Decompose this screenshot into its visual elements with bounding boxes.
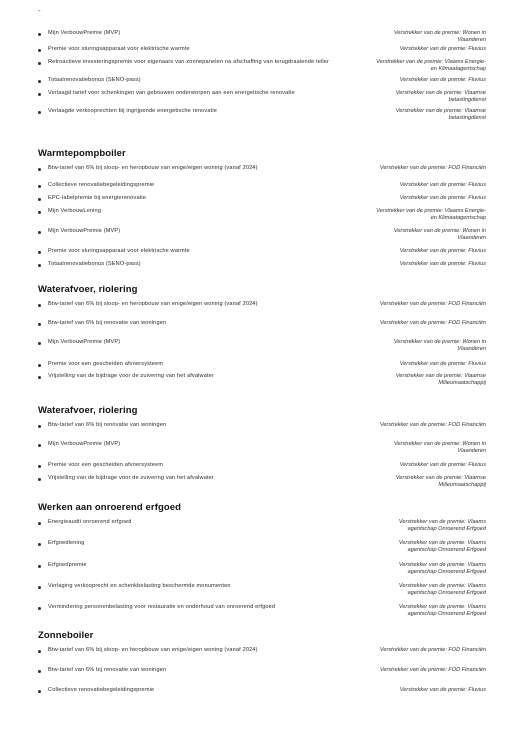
- item-name: Collectieve renovatiebegeleidingspremie: [48, 687, 155, 693]
- item-name: Mijn VerbouwPremie (MVP): [48, 339, 121, 345]
- item-name: Mijn VerbouwLening: [48, 208, 102, 214]
- list-item: [38, 647, 486, 667]
- item-name: Verlaagde verkooprechten bij ingrijpende energetische renovatie: [48, 108, 217, 114]
- section-continued: [38, 30, 486, 124]
- list-item: [38, 195, 486, 208]
- item-name: Retroactieve investeringspremie voor eigenaars van zonnepanelen na afschaffing van terugdraaiende teller: [48, 59, 330, 65]
- bullet: [38, 444, 41, 447]
- list-item: [38, 562, 486, 583]
- list-item: [38, 46, 486, 59]
- list-item: [38, 361, 486, 373]
- item-provider: Verstrekker van de premie: Fluvius: [399, 261, 486, 267]
- section-title: Warmtepompboiler: [38, 148, 126, 159]
- section-waterafvoer-2: [38, 405, 486, 491]
- item-name: Totaalrenovatiebonus (SENO-pass): [48, 77, 141, 83]
- item-name: Energieaudit onroerend erfgoed: [48, 519, 132, 525]
- item-name: Erfgoedpremie: [48, 562, 87, 568]
- premium-list: [38, 301, 486, 389]
- bullet: [38, 323, 41, 326]
- item-provider: Verstrekker van de premie: Vlaams Energie- en Klimaatagentschap: [376, 208, 486, 221]
- bullet: [38, 80, 41, 83]
- item-provider: Verstrekker van de premie: Vlaams agentschap Onroerend Erfgoed: [398, 562, 486, 575]
- item-name: Vrijstelling van de bijdrage voor de zuivering van het afvalwater: [48, 475, 214, 481]
- item-name: Premie voor sturingsapparaat voor elektrische warmte: [48, 248, 190, 254]
- item-provider: Verstrekker van de premie: Fluvius: [399, 77, 486, 83]
- item-name: Erfgoedlening: [48, 540, 85, 546]
- bullet: [38, 690, 41, 693]
- item-name: Btw-tarief van 6% bij sloop- en heropbouw van enige/eigen woning (vanaf 2024): [48, 301, 258, 307]
- list-item: [38, 90, 486, 108]
- list-item: [38, 604, 486, 622]
- bullet: [38, 342, 41, 345]
- item-provider: Verstrekker van de premie: Wonen in Vlaanderen: [393, 339, 486, 352]
- list-item: [38, 422, 486, 441]
- item-name: Btw-tarief van 6% bij renovatie van woningen: [48, 320, 167, 326]
- bullet: [38, 304, 41, 307]
- bullet: [38, 33, 41, 36]
- bullet: [38, 650, 41, 653]
- list-item: [38, 208, 486, 228]
- item-provider: Verstrekker van de premie: Vlaamse Milieumaatschappij: [395, 373, 486, 386]
- list-item: [38, 687, 486, 701]
- bullet: [38, 465, 41, 468]
- list-item: [38, 339, 486, 361]
- bullet: [38, 522, 41, 525]
- bullet: [38, 231, 41, 234]
- item-provider: Verstrekker van de premie: Vlaams Energie- en Klimaatagentschap: [376, 59, 486, 72]
- item-provider: Verstrekker van de premie: Fluvius: [399, 46, 486, 52]
- item-name: Btw-tarief van 6% bij sloop- en heropbouw van enige/eigen woning (vanaf 2024): [48, 165, 258, 171]
- item-name: Verlaging verkooprecht en schenkbelasting beschermde monumenten: [48, 583, 231, 589]
- item-name: Vermindering personenbelasting voor restauratie en onderhoud van onroerend erfgoed: [48, 604, 276, 610]
- item-name: Premie voor sturingsapparaat voor elektrische warmte: [48, 46, 190, 52]
- bullet: [38, 478, 41, 481]
- item-name: Vrijstelling van de bijdrage voor de zuivering van het afvalwater: [48, 373, 214, 379]
- bullet: [38, 93, 41, 96]
- bullet: [38, 49, 41, 52]
- list-item: [38, 373, 486, 389]
- item-provider: Verstrekker van de premie: FOD Financiën: [379, 301, 486, 307]
- premium-list: [38, 647, 486, 701]
- item-name: Btw-tarief van 6% bij sloop- en heropbouw van enige/eigen woning (vanaf 2024): [48, 647, 258, 653]
- item-provider: Verstrekker van de premie: Vlaams agentschap Onroerend Erfgoed: [398, 540, 486, 553]
- section-zonneboiler: [38, 630, 486, 701]
- item-provider: Verstrekker van de premie: Vlaams agentschap Onroerend Erfgoed: [398, 604, 486, 617]
- list-item: [38, 77, 486, 90]
- item-name: Mijn VerbouwPremie (MVP): [48, 228, 121, 234]
- item-name: Premie voor een gescheiden afvoersysteem: [48, 361, 164, 367]
- item-provider: Verstrekker van de premie: Fluvius: [399, 687, 486, 693]
- list-item: [38, 301, 486, 320]
- bullet: [38, 565, 41, 568]
- list-item: [38, 540, 486, 562]
- item-provider: Verstrekker van de premie: Vlaamse belastingdienst: [395, 108, 486, 121]
- item-name: Verlaagd tarief voor schenkingen van gebouwen onderworpen aan een energetische renovatie: [48, 90, 295, 96]
- item-name: Premie voor een gescheiden afvoersysteem: [48, 462, 164, 468]
- item-name: Mijn VerbouwPremie (MVP): [48, 30, 121, 36]
- bullet: [38, 211, 41, 214]
- bullet: [38, 168, 41, 171]
- bullet: [38, 425, 41, 428]
- premium-list: [38, 519, 486, 622]
- list-item: [38, 108, 486, 124]
- premium-list: [38, 30, 486, 124]
- list-item: [38, 441, 486, 462]
- item-provider: Verstrekker van de premie: Fluvius: [399, 248, 486, 254]
- bullet: [38, 251, 41, 254]
- list-item: [38, 228, 486, 248]
- bullet: [38, 111, 41, 114]
- item-provider: Verstrekker van de premie: Vlaamse belastingdienst: [395, 90, 486, 103]
- section-title: Waterafvoer, riolering: [38, 284, 138, 295]
- item-provider: Verstrekker van de premie: Fluvius: [399, 195, 486, 201]
- item-name: Btw-tarief van 6% bij renovatie van woningen: [48, 667, 167, 673]
- section-title: Werken aan onroerend erfgoed: [38, 502, 182, 513]
- item-provider: Verstrekker van de premie: FOD Financiën: [379, 647, 486, 653]
- list-item: [38, 59, 486, 77]
- item-name: Collectieve renovatiebegeleidingspremie: [48, 182, 155, 188]
- item-name: Totaalrenovatiebonus (SENO-pass): [48, 261, 141, 267]
- item-provider: Verstrekker van de premie: Wonen in Vlaanderen: [393, 30, 486, 43]
- bullet: [38, 607, 41, 610]
- item-name: Mijn VerbouwPremie (MVP): [48, 441, 121, 447]
- list-item: [38, 583, 486, 604]
- list-item: [38, 320, 486, 339]
- item-provider: Verstrekker van de premie: FOD Financiën: [379, 320, 486, 326]
- item-name: Btw-tarief van 6% bij renovatie van woningen: [48, 422, 167, 428]
- list-item: [38, 30, 486, 46]
- list-item: [38, 165, 486, 182]
- list-item: [38, 475, 486, 491]
- header-mark: -: [38, 6, 41, 15]
- premium-list: [38, 422, 486, 491]
- section-waterafvoer-1: [38, 284, 486, 389]
- item-provider: Verstrekker van de premie: Vlaamse Milieumaatschappij: [395, 475, 486, 488]
- list-item: [38, 261, 486, 274]
- bullet: [38, 62, 41, 65]
- item-name: EPC-labelpremie bij energierenovatie: [48, 195, 147, 201]
- list-item: [38, 462, 486, 475]
- item-provider: Verstrekker van de premie: Fluvius: [399, 361, 486, 367]
- item-provider: Verstrekker van de premie: FOD Financiën: [379, 165, 486, 171]
- list-item: [38, 182, 486, 195]
- item-provider: Verstrekker van de premie: Wonen in Vlaanderen: [393, 441, 486, 454]
- section-title: Waterafvoer, riolering: [38, 405, 138, 416]
- bullet: [38, 364, 41, 367]
- section-title: Zonneboiler: [38, 630, 94, 641]
- list-item: [38, 519, 486, 540]
- bullet: [38, 586, 41, 589]
- bullet: [38, 670, 41, 673]
- list-item: [38, 667, 486, 687]
- section-onroerend-erfgoed: [38, 502, 486, 622]
- item-provider: Verstrekker van de premie: FOD Financiën: [379, 422, 486, 428]
- item-provider: Verstrekker van de premie: Fluvius: [399, 182, 486, 188]
- bullet: [38, 543, 41, 546]
- bullet: [38, 185, 41, 188]
- item-provider: Verstrekker van de premie: Fluvius: [399, 462, 486, 468]
- bullet: [38, 376, 41, 379]
- item-provider: Verstrekker van de premie: Wonen in Vlaanderen: [393, 228, 486, 241]
- bullet: [38, 198, 41, 201]
- section-warmtepompboiler: [38, 148, 486, 274]
- item-provider: Verstrekker van de premie: Vlaams agentschap Onroerend Erfgoed: [398, 519, 486, 532]
- item-provider: Verstrekker van de premie: FOD Financiën: [379, 667, 486, 673]
- bullet: [38, 264, 41, 267]
- premium-list: [38, 165, 486, 274]
- list-item: [38, 248, 486, 261]
- item-provider: Verstrekker van de premie: Vlaams agentschap Onroerend Erfgoed: [398, 583, 486, 596]
